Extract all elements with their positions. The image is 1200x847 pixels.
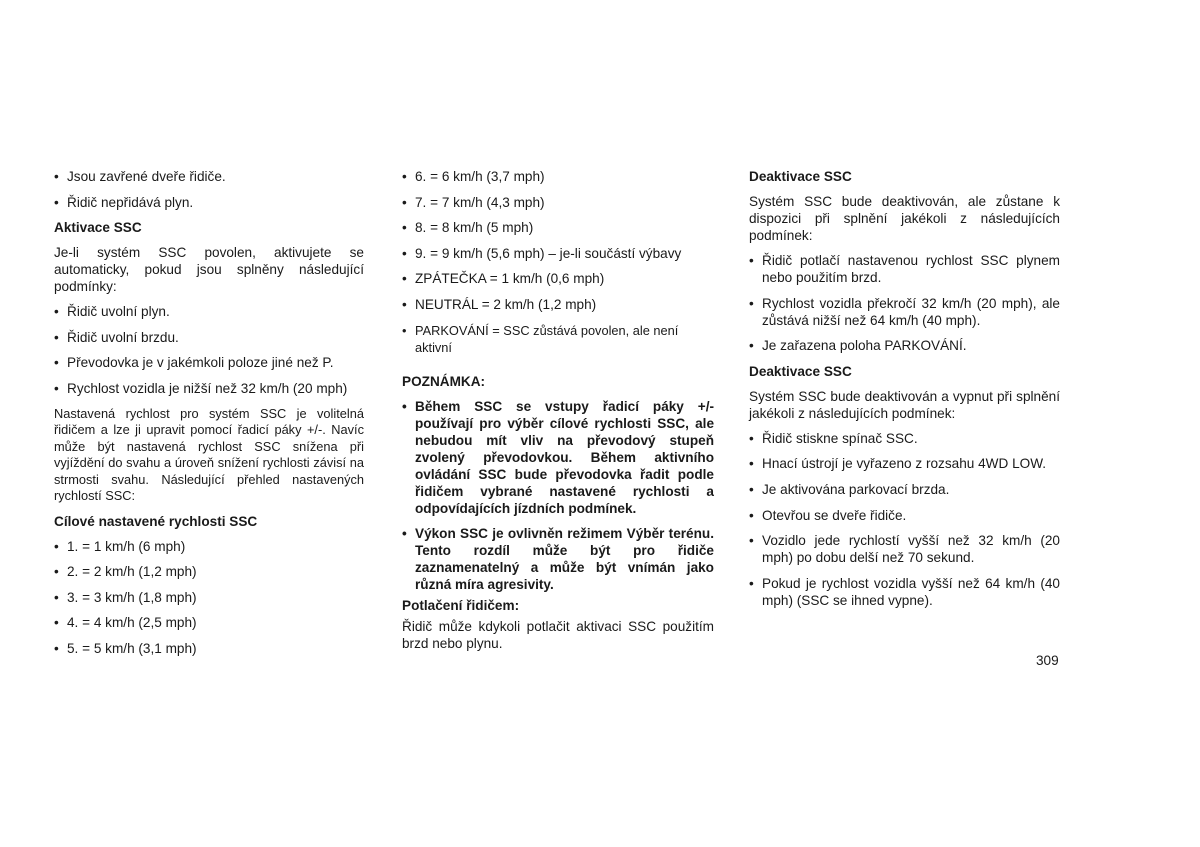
list-item: • 1. = 1 km/h (6 mph) bbox=[54, 538, 364, 555]
section-heading-override: Potlačení řidičem: bbox=[402, 597, 520, 613]
list-item: • 6. = 6 km/h (3,7 mph) bbox=[402, 168, 714, 185]
list-item: • Řidič uvolní brzdu. bbox=[54, 329, 364, 346]
column-right bbox=[749, 168, 1060, 617]
list-item: • Rychlost vozidla překročí 32 km/h (20 mph), ale zůstává nižší než 64 km/h (40 mph). bbox=[749, 295, 1060, 329]
list-item: • Rychlost vozidla je nižší než 32 km/h (20 mph) bbox=[54, 380, 364, 397]
list-item: • ZPÁTEČKA = 1 km/h (0,6 mph) bbox=[402, 270, 714, 287]
section-heading-deactivation-1: Deaktivace SSC bbox=[749, 169, 852, 184]
list-item: • Jsou zavřené dveře řidiče. bbox=[54, 168, 364, 185]
list-item: • Řidič stiskne spínač SSC. bbox=[749, 430, 1060, 447]
list-item: • NEUTRÁL = 2 km/h (1,2 mph) bbox=[402, 296, 714, 313]
list-item: • Řidič potlačí nastavenou rychlost SSC plynem nebo použitím brzd. bbox=[749, 252, 1060, 286]
note-item: • Výkon SSC je ovlivněn režimem Výběr terénu. Tento rozdíl může být pro řidiče zaznamenatelný a může být vnímán jako různá míra agresivity. bbox=[402, 525, 714, 593]
override-text: Řidič může kdykoli potlačit aktivaci SSC použitím brzd nebo plynu. bbox=[402, 618, 714, 651]
deactivation-1-intro: Systém SSC bude deaktivován, ale zůstane k dispozici při splnění jakékoli z následujících podmínek: bbox=[749, 194, 1060, 243]
section-heading-deactivation-2: Deaktivace SSC bbox=[749, 363, 852, 379]
page-number: 309 bbox=[1036, 653, 1059, 668]
list-item: • Je zařazena poloha PARKOVÁNÍ. bbox=[749, 337, 1060, 354]
list-item: • Řidič uvolní plyn. bbox=[54, 303, 364, 320]
note-heading: POZNÁMKA: bbox=[402, 373, 486, 389]
deactivation-2-intro: Systém SSC bude deaktivován a vypnut při splnění jakékoli z následujících podmínek: bbox=[749, 388, 1060, 421]
list-item: • 2. = 2 km/h (1,2 mph) bbox=[54, 563, 364, 580]
list-item: • 5. = 5 km/h (3,1 mph) bbox=[54, 640, 364, 657]
section-heading-activation: Aktivace SSC bbox=[54, 220, 142, 236]
list-item: • PARKOVÁNÍ = SSC zůstává povolen, ale není aktivní bbox=[402, 322, 714, 356]
column-middle bbox=[402, 168, 714, 652]
speed-paragraph: Nastavená rychlost pro systém SSC je volitelná řidičem a lze ji upravit pomocí řadicí páky +/-. Navíc může být nastavená rychlost SSC snížena při vyjíždění do svahu a úroveň snížení rychlosti závisí na strmosti svahu. Následující přehled nastavených rychlostí SSC: bbox=[54, 405, 364, 504]
list-item: • 4. = 4 km/h (2,5 mph) bbox=[54, 614, 364, 631]
column-left bbox=[54, 168, 364, 666]
list-item: • Vozidlo jede rychlostí vyšší než 32 km/h (20 mph) po dobu delší než 70 sekund. bbox=[749, 532, 1060, 566]
list-item: • Převodovka je v jakémkoli poloze jiné než P. bbox=[54, 354, 364, 371]
activation-intro: Je-li systém SSC povolen, aktivujete se automaticky, pokud jsou splněny následující podmínky: bbox=[54, 245, 364, 295]
list-item: • 9. = 9 km/h (5,6 mph) – je-li součástí výbavy bbox=[402, 245, 714, 262]
list-item: • 3. = 3 km/h (1,8 mph) bbox=[54, 589, 364, 606]
list-item: • 7. = 7 km/h (4,3 mph) bbox=[402, 194, 714, 211]
list-item: • Pokud je rychlost vozidla vyšší než 64 km/h (40 mph) (SSC se ihned vypne). bbox=[749, 575, 1060, 609]
list-item: • Je aktivována parkovací brzda. bbox=[749, 481, 1060, 498]
section-heading-target-speeds: Cílové nastavené rychlosti SSC bbox=[54, 513, 258, 529]
list-item: • Otevřou se dveře řidiče. bbox=[749, 507, 1060, 524]
list-item: • Hnací ústrojí je vyřazeno z rozsahu 4WD LOW. bbox=[749, 455, 1060, 472]
list-item: • Řidič nepřidává plyn. bbox=[54, 194, 364, 211]
list-item: • 8. = 8 km/h (5 mph) bbox=[402, 219, 714, 236]
note-item: • Během SSC se vstupy řadicí páky +/- používají pro výběr cílové rychlosti SSC, ale nebudou mít vliv na převodový stupeň zvolený převodovkou. Během aktivního ovládání SSC bude převodovka řadit podle řidičem vybrané nastavené rychlosti a odpovídajících jízdních podmínek. bbox=[402, 398, 714, 517]
